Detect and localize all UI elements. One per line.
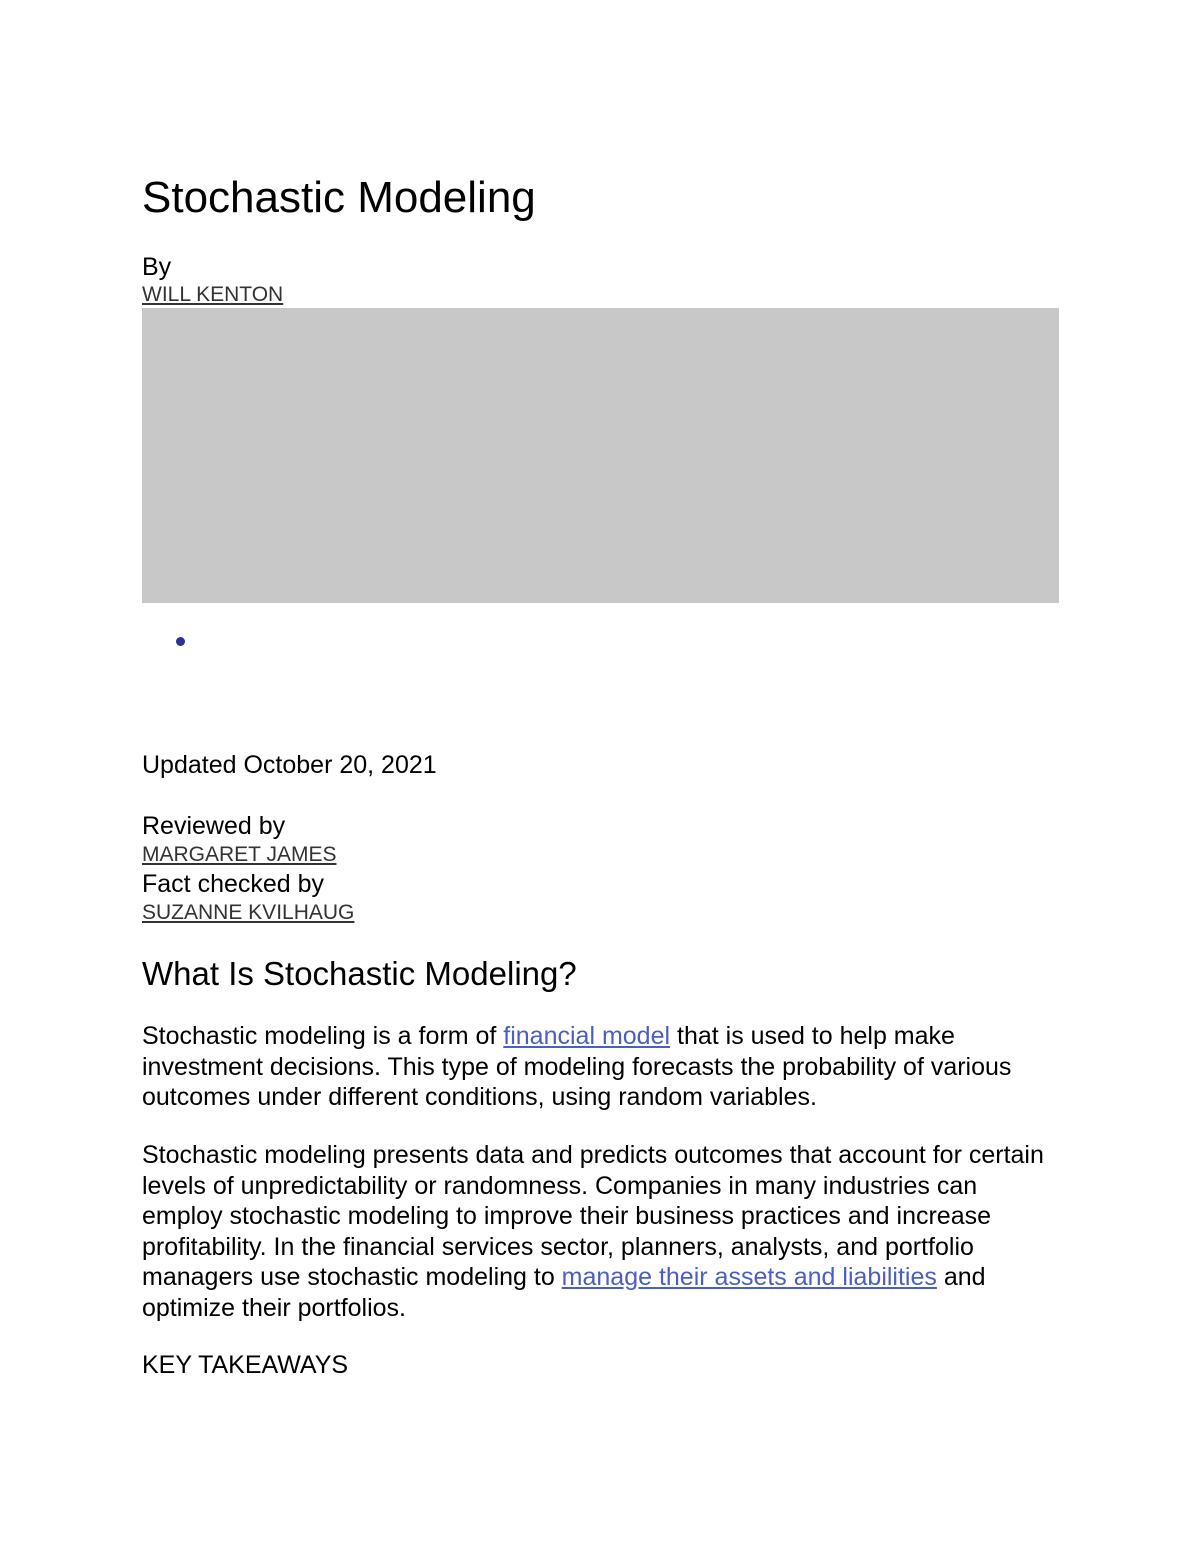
financial-model-link[interactable]: financial model — [503, 1022, 671, 1050]
paragraph-text: and optimize their portfolios. — [142, 1263, 986, 1322]
bullet-list — [176, 637, 185, 646]
paragraph-text: Stochastic modeling is a form of — [142, 1022, 504, 1050]
byline-label: By — [142, 253, 172, 281]
article-title: Stochastic Modeling — [142, 173, 536, 222]
key-takeaways-heading: KEY TAKEAWAYS — [142, 1351, 349, 1379]
credits-block — [142, 811, 354, 927]
paragraph-text: Stochastic modeling presents data and predicts outcomes that account for certain levels of unpredictability or randomness. Companies in many industries can employ stochastic modeling to improve their business practices and increase profitability. In the financial services sector, planners, analysts, and portfolio managers use stochastic modeling to — [142, 1141, 1044, 1291]
bullet-item — [176, 637, 185, 646]
author-link[interactable]: WILL KENTON — [142, 283, 284, 306]
reviewer-link[interactable]: MARGARET JAMES — [142, 843, 337, 866]
reviewed-by-label: Reviewed by — [142, 812, 286, 840]
paragraph-definition — [142, 1021, 1060, 1113]
bullet-dot-icon — [176, 637, 185, 646]
hero-image-placeholder — [142, 308, 1059, 603]
paragraph-text: that is used to help make investment decisions. This type of modeling forecasts the probability of various outcomes under different conditions, using random variables. — [142, 1022, 1012, 1111]
updated-date: Updated October 20, 2021 — [142, 751, 437, 779]
paragraph-uses — [142, 1140, 1060, 1323]
fact-checker-link[interactable]: SUZANNE KVILHAUG — [142, 901, 355, 924]
manage-assets-link[interactable]: manage their assets and liabilities — [561, 1263, 937, 1291]
fact-checked-by-label: Fact checked by — [142, 870, 325, 898]
section-heading: What Is Stochastic Modeling? — [142, 955, 577, 992]
